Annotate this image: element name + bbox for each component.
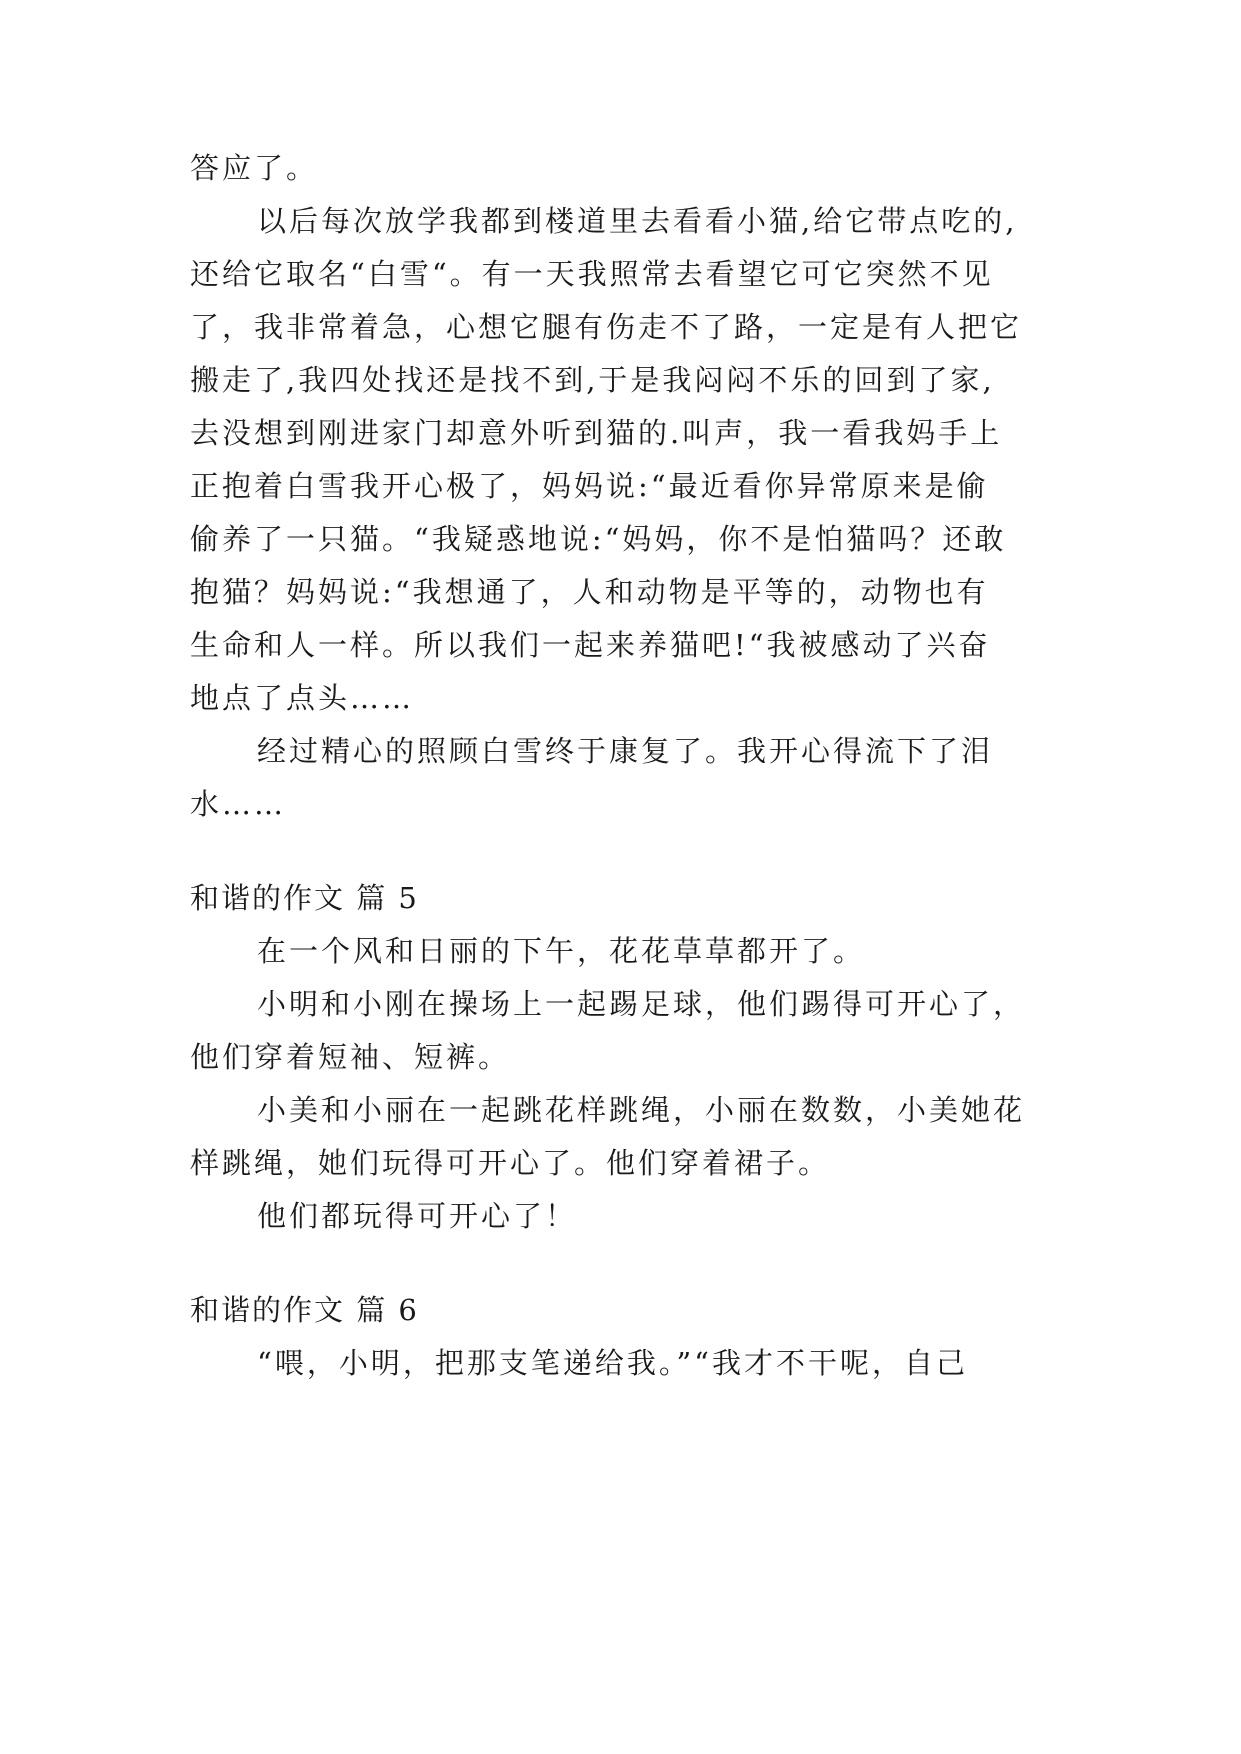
paragraph-start: 小美和小丽在一起跳花样跳绳，小丽在数数，小美她花 (257, 1093, 1026, 1127)
paragraph-start: 他们都玩得可开心了！ (257, 1199, 578, 1233)
text-line: 水…… (190, 787, 287, 821)
text-line: 样跳绳，她们玩得可开心了。他们穿着裙子。 (190, 1146, 831, 1180)
section-heading: 和谐的作文 篇 6 (190, 1293, 419, 1327)
text-line: 答应了。 (190, 151, 319, 185)
paragraph-start: 以后每次放学我都到楼道里去看看小猫,给它带点吃的, (257, 204, 1018, 238)
paragraph-start: 小明和小刚在操场上一起踢足球，他们踢得可开心了， (257, 987, 1026, 1021)
text-line: 抱猫？妈妈说:“我想通了，人和动物是平等的，动物也有 (190, 575, 989, 609)
text-line: 正抱着白雪我开心极了，妈妈说:“最近看你异常原来是偷 (190, 469, 989, 503)
text-line: 他们穿着短袖、短裤。 (190, 1040, 511, 1074)
text-line: 偷养了一只猫。“我疑惑地说:“妈妈，你不是怕猫吗？还敢 (190, 522, 1007, 556)
section-heading: 和谐的作文 篇 5 (190, 881, 419, 915)
paragraph-start: 经过精心的照顾白雪终于康复了。我开心得流下了泪 (257, 734, 994, 768)
paragraph-start: “喂，小明，把那支笔递给我。”“我才不干呢，自己 (257, 1346, 968, 1380)
text-line: 了，我非常着急，心想它腿有伤走不了路，一定是有人把它 (190, 310, 1023, 344)
text-line: 去没想到刚进家门却意外听到猫的.叫声，我一看我妈手上 (190, 416, 1003, 450)
text-line: 生命和人一样。所以我们一起来养猫吧!“我被感动了兴奋 (190, 628, 991, 662)
paragraph-start: 在一个风和日丽的下午，花花草草都开了。 (257, 934, 866, 968)
text-line: 搬走了,我四处找还是找不到,于是我闷闷不乐的回到了家, (190, 363, 995, 397)
text-line: 还给它取名“白雪“。有一天我照常去看望它可它突然不见 (190, 257, 994, 291)
text-line: 地点了点头…… (190, 681, 415, 715)
